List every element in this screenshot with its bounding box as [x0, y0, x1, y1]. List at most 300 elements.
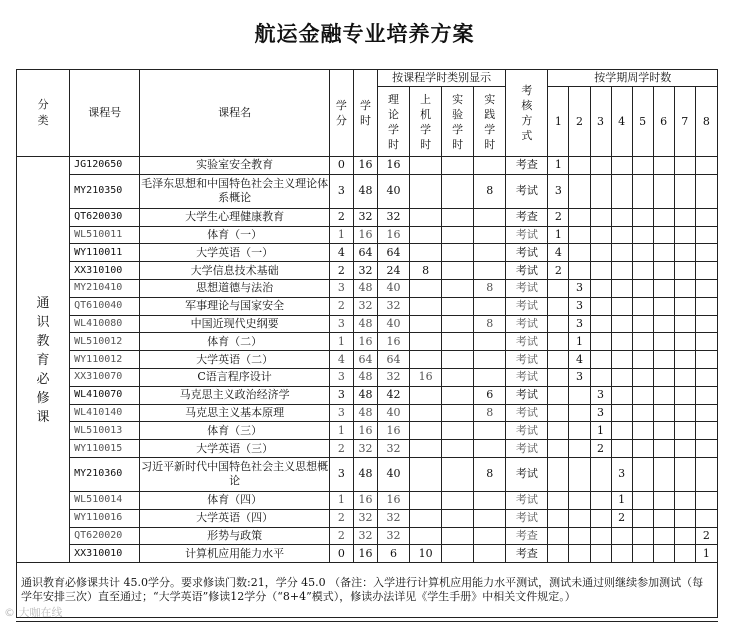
course-sem-3: [590, 174, 611, 208]
course-hours: 48: [353, 386, 377, 404]
course-sem-6: [653, 315, 674, 333]
header-credits: [329, 70, 353, 157]
course-sem-4: [611, 404, 632, 422]
course-code: QT620020: [70, 527, 140, 545]
course-sem-8: [695, 315, 717, 333]
course-sem-4: [611, 333, 632, 351]
header-computer-text: 上机学时: [420, 92, 432, 151]
course-hours: 48: [353, 404, 377, 422]
header-hours-text: 学时: [359, 99, 371, 127]
course-practice-hours: [474, 545, 506, 563]
course-theory-hours: 32: [377, 297, 409, 315]
course-code: XX310070: [70, 368, 140, 386]
course-hours: 48: [353, 457, 377, 491]
course-computer-hours: [410, 297, 442, 315]
course-theory-hours: 40: [377, 279, 409, 297]
course-sem-3: [590, 279, 611, 297]
course-sem-3: 1: [590, 422, 611, 440]
course-assessment: 考试: [506, 315, 548, 333]
course-assessment: 考试: [506, 491, 548, 509]
course-name: 毛泽东思想和中国特色社会主义理论体系概论: [140, 174, 330, 208]
course-sem-6: [653, 157, 674, 175]
course-sem-4: [611, 527, 632, 545]
course-experiment-hours: [442, 386, 474, 404]
header-category-text: 分类: [37, 98, 49, 127]
header-sem-8: 8: [695, 87, 717, 157]
course-hours: 48: [353, 174, 377, 208]
course-sem-1: 2: [548, 208, 569, 226]
course-sem-7: [674, 262, 695, 280]
course-assessment: 考查: [506, 157, 548, 175]
header-practice-text: 实践学时: [484, 92, 496, 151]
table-row: [17, 262, 718, 280]
course-hours: 32: [353, 208, 377, 226]
page-title: 航运金融专业培养方案: [254, 22, 475, 46]
course-sem-5: [632, 244, 653, 262]
course-sem-2: 3: [569, 297, 590, 315]
header-experiment-text: 实验学时: [452, 92, 464, 151]
table-row: [17, 440, 718, 458]
course-sem-6: [653, 208, 674, 226]
course-name: 大学信息技术基础: [140, 262, 330, 280]
course-hours: 48: [353, 368, 377, 386]
table-row: [17, 226, 718, 244]
course-sem-5: [632, 440, 653, 458]
table-row: [17, 527, 718, 545]
course-sem-5: [632, 157, 653, 175]
course-experiment-hours: [442, 208, 474, 226]
course-sem-2: [569, 244, 590, 262]
header-sem-6: 6: [653, 87, 674, 157]
course-practice-hours: 8: [474, 279, 506, 297]
course-hours: 32: [353, 527, 377, 545]
course-sem-8: [695, 157, 717, 175]
course-computer-hours: [410, 404, 442, 422]
course-credits: 2: [329, 440, 353, 458]
course-computer-hours: [410, 333, 442, 351]
course-sem-5: [632, 315, 653, 333]
course-hours: 64: [353, 244, 377, 262]
header-computer: [410, 87, 442, 157]
course-sem-3: [590, 297, 611, 315]
course-sem-8: [695, 174, 717, 208]
course-sem-4: [611, 208, 632, 226]
course-practice-hours: [474, 491, 506, 509]
course-name: 大学生心理健康教育: [140, 208, 330, 226]
course-assessment: 考试: [506, 333, 548, 351]
course-sem-2: [569, 422, 590, 440]
course-computer-hours: 10: [410, 545, 442, 563]
course-sem-6: [653, 422, 674, 440]
table-row: [17, 368, 718, 386]
course-sem-3: [590, 262, 611, 280]
course-experiment-hours: [442, 315, 474, 333]
course-code: XX310010: [70, 545, 140, 563]
course-sem-2: [569, 404, 590, 422]
course-code: WY110016: [70, 509, 140, 527]
course-computer-hours: [410, 174, 442, 208]
course-sem-2: 3: [569, 315, 590, 333]
course-sem-7: [674, 297, 695, 315]
course-sem-6: [653, 244, 674, 262]
course-sem-3: [590, 244, 611, 262]
course-sem-1: [548, 509, 569, 527]
course-sem-8: [695, 386, 717, 404]
course-sem-8: 1: [695, 545, 717, 563]
course-sem-8: [695, 509, 717, 527]
course-name: 马克思主义基本原理: [140, 404, 330, 422]
course-computer-hours: [410, 422, 442, 440]
course-computer-hours: [410, 386, 442, 404]
table-row: [17, 244, 718, 262]
course-code: WL510013: [70, 422, 140, 440]
course-sem-5: [632, 208, 653, 226]
table-row: [17, 351, 718, 369]
course-sem-6: [653, 368, 674, 386]
course-code: JG120650: [70, 157, 140, 175]
course-practice-hours: [474, 226, 506, 244]
course-practice-hours: [474, 440, 506, 458]
course-credits: 2: [329, 527, 353, 545]
course-theory-hours: 32: [377, 208, 409, 226]
course-experiment-hours: [442, 422, 474, 440]
course-hours: 48: [353, 279, 377, 297]
course-sem-1: [548, 527, 569, 545]
course-sem-3: [590, 457, 611, 491]
course-assessment: 考试: [506, 351, 548, 369]
course-code: WY110011: [70, 244, 140, 262]
course-sem-4: [611, 297, 632, 315]
course-theory-hours: 32: [377, 527, 409, 545]
course-name: 体育（一）: [140, 226, 330, 244]
course-name: 中国近现代史纲要: [140, 315, 330, 333]
course-code: MY210410: [70, 279, 140, 297]
course-sem-3: [590, 208, 611, 226]
course-sem-1: [548, 545, 569, 563]
course-assessment: 考试: [506, 440, 548, 458]
header-code: 课程号: [70, 70, 140, 157]
header-sem-4: 4: [611, 87, 632, 157]
course-theory-hours: 24: [377, 262, 409, 280]
course-sem-1: [548, 315, 569, 333]
course-experiment-hours: [442, 244, 474, 262]
course-sem-7: [674, 440, 695, 458]
course-practice-hours: [474, 208, 506, 226]
course-code: MY210350: [70, 174, 140, 208]
course-sem-2: 4: [569, 351, 590, 369]
course-sem-1: [548, 440, 569, 458]
course-sem-1: [548, 491, 569, 509]
header-assessment-text: 考核方式: [521, 84, 533, 142]
course-sem-7: [674, 208, 695, 226]
course-sem-6: [653, 279, 674, 297]
course-theory-hours: 32: [377, 368, 409, 386]
course-sem-4: [611, 315, 632, 333]
course-theory-hours: 40: [377, 174, 409, 208]
course-sem-7: [674, 386, 695, 404]
course-sem-5: [632, 279, 653, 297]
course-practice-hours: [474, 262, 506, 280]
course-credits: 2: [329, 208, 353, 226]
course-credits: 0: [329, 157, 353, 175]
course-sem-1: [548, 422, 569, 440]
course-credits: 3: [329, 368, 353, 386]
course-code: WY110015: [70, 440, 140, 458]
course-sem-3: [590, 157, 611, 175]
course-sem-7: [674, 422, 695, 440]
course-sem-1: [548, 457, 569, 491]
header-hours: [353, 70, 377, 157]
course-assessment: 考试: [506, 386, 548, 404]
course-experiment-hours: [442, 351, 474, 369]
course-sem-7: [674, 457, 695, 491]
course-sem-2: [569, 440, 590, 458]
course-sem-1: [548, 386, 569, 404]
course-sem-5: [632, 545, 653, 563]
course-sem-6: [653, 404, 674, 422]
course-computer-hours: [410, 509, 442, 527]
course-sem-5: [632, 351, 653, 369]
course-sem-8: [695, 226, 717, 244]
curriculum-table: [16, 69, 718, 618]
course-sem-5: [632, 404, 653, 422]
course-sem-8: [695, 351, 717, 369]
course-assessment: 考查: [506, 545, 548, 563]
course-credits: 3: [329, 404, 353, 422]
course-assessment: 考试: [506, 244, 548, 262]
course-sem-3: [590, 527, 611, 545]
course-practice-hours: 6: [474, 386, 506, 404]
course-name: 实验室安全教育: [140, 157, 330, 175]
header-sem-3: 3: [590, 87, 611, 157]
course-sem-6: [653, 351, 674, 369]
course-sem-4: 2: [611, 509, 632, 527]
course-practice-hours: 8: [474, 457, 506, 491]
course-practice-hours: [474, 368, 506, 386]
course-credits: 2: [329, 297, 353, 315]
course-code: WL410070: [70, 386, 140, 404]
course-code: WL410080: [70, 315, 140, 333]
course-sem-2: [569, 386, 590, 404]
course-sem-6: [653, 491, 674, 509]
header-experiment: [442, 87, 474, 157]
course-sem-8: [695, 368, 717, 386]
header-practice: [474, 87, 506, 157]
course-sem-3: [590, 491, 611, 509]
course-computer-hours: [410, 244, 442, 262]
course-experiment-hours: [442, 226, 474, 244]
course-experiment-hours: [442, 279, 474, 297]
course-sem-4: [611, 545, 632, 563]
table-row: [17, 333, 718, 351]
course-assessment: 考试: [506, 368, 548, 386]
course-assessment: 考试: [506, 297, 548, 315]
course-theory-hours: 16: [377, 333, 409, 351]
course-name: 马克思主义政治经济学: [140, 386, 330, 404]
course-sem-5: [632, 174, 653, 208]
course-sem-1: [548, 297, 569, 315]
course-experiment-hours: [442, 157, 474, 175]
course-sem-2: [569, 262, 590, 280]
course-sem-1: [548, 279, 569, 297]
course-experiment-hours: [442, 440, 474, 458]
course-practice-hours: 8: [474, 404, 506, 422]
course-name: 体育（四）: [140, 491, 330, 509]
course-hours: 16: [353, 545, 377, 563]
course-theory-hours: 40: [377, 457, 409, 491]
course-credits: 1: [329, 333, 353, 351]
course-computer-hours: [410, 457, 442, 491]
course-computer-hours: 8: [410, 262, 442, 280]
course-computer-hours: [410, 315, 442, 333]
course-sem-1: [548, 351, 569, 369]
course-assessment: 考查: [506, 208, 548, 226]
course-theory-hours: 40: [377, 315, 409, 333]
course-sem-7: [674, 368, 695, 386]
course-sem-6: [653, 545, 674, 563]
course-computer-hours: [410, 226, 442, 244]
course-hours: 32: [353, 262, 377, 280]
course-sem-6: [653, 226, 674, 244]
course-sem-5: [632, 297, 653, 315]
course-hours: 32: [353, 297, 377, 315]
course-name: 体育（三）: [140, 422, 330, 440]
course-practice-hours: 8: [474, 315, 506, 333]
course-hours: 16: [353, 422, 377, 440]
course-sem-8: [695, 457, 717, 491]
course-assessment: 考试: [506, 226, 548, 244]
table-row: [17, 509, 718, 527]
course-sem-3: [590, 351, 611, 369]
header-theory-text: 理论学时: [388, 92, 400, 151]
course-sem-7: [674, 404, 695, 422]
header-sem-1: 1: [548, 87, 569, 157]
table-row: [17, 386, 718, 404]
course-sem-1: 2: [548, 262, 569, 280]
course-hours: 16: [353, 333, 377, 351]
course-sem-4: [611, 244, 632, 262]
course-sem-2: [569, 157, 590, 175]
course-experiment-hours: [442, 297, 474, 315]
header-name: 课程名: [140, 70, 330, 157]
course-theory-hours: 64: [377, 351, 409, 369]
course-sem-1: [548, 368, 569, 386]
course-sem-8: [695, 333, 717, 351]
course-sem-6: [653, 457, 674, 491]
course-sem-3: [590, 368, 611, 386]
course-sem-8: 2: [695, 527, 717, 545]
course-hours: 48: [353, 315, 377, 333]
course-theory-hours: 6: [377, 545, 409, 563]
course-sem-1: 3: [548, 174, 569, 208]
course-credits: 4: [329, 244, 353, 262]
course-sem-2: [569, 491, 590, 509]
course-hours: 16: [353, 226, 377, 244]
course-sem-8: [695, 279, 717, 297]
course-sem-7: [674, 491, 695, 509]
course-name: 大学英语（三）: [140, 440, 330, 458]
course-sem-4: [611, 279, 632, 297]
course-sem-7: [674, 351, 695, 369]
course-sem-2: [569, 545, 590, 563]
course-sem-8: [695, 440, 717, 458]
course-sem-2: [569, 457, 590, 491]
course-code: WY110012: [70, 351, 140, 369]
header-sem-5: 5: [632, 87, 653, 157]
course-sem-6: [653, 440, 674, 458]
course-practice-hours: 8: [474, 174, 506, 208]
course-sem-5: [632, 491, 653, 509]
course-credits: 3: [329, 386, 353, 404]
course-sem-7: [674, 315, 695, 333]
course-sem-4: [611, 440, 632, 458]
course-sem-7: [674, 244, 695, 262]
course-practice-hours: [474, 157, 506, 175]
table-row: [17, 545, 718, 563]
course-sem-3: [590, 333, 611, 351]
course-sem-3: 2: [590, 440, 611, 458]
course-code: XX310100: [70, 262, 140, 280]
course-sem-8: [695, 422, 717, 440]
course-experiment-hours: [442, 545, 474, 563]
course-sem-6: [653, 333, 674, 351]
course-sem-7: [674, 545, 695, 563]
course-credits: 1: [329, 422, 353, 440]
course-sem-4: [611, 422, 632, 440]
course-theory-hours: 32: [377, 440, 409, 458]
course-name: 体育（二）: [140, 333, 330, 351]
course-sem-4: [611, 262, 632, 280]
course-sem-2: [569, 226, 590, 244]
course-sem-7: [674, 226, 695, 244]
course-sem-2: 3: [569, 368, 590, 386]
course-sem-5: [632, 457, 653, 491]
header-credits-text: 学分: [335, 99, 347, 127]
course-computer-hours: [410, 527, 442, 545]
header-theory: [377, 87, 409, 157]
course-sem-3: [590, 545, 611, 563]
header-semester-group: 按学期周学时数: [548, 70, 718, 87]
course-computer-hours: [410, 279, 442, 297]
course-sem-3: [590, 315, 611, 333]
course-name: 计算机应用能力水平: [140, 545, 330, 563]
course-name: 大学英语（四）: [140, 509, 330, 527]
course-sem-5: [632, 262, 653, 280]
course-sem-3: 3: [590, 386, 611, 404]
course-sem-4: [611, 157, 632, 175]
course-experiment-hours: [442, 527, 474, 545]
course-assessment: 考试: [506, 422, 548, 440]
course-sem-3: [590, 226, 611, 244]
course-sem-6: [653, 527, 674, 545]
course-sem-4: [611, 174, 632, 208]
course-assessment: 考试: [506, 404, 548, 422]
course-sem-5: [632, 422, 653, 440]
course-name: 大学英语（二）: [140, 351, 330, 369]
course-theory-hours: 16: [377, 491, 409, 509]
course-theory-hours: 40: [377, 404, 409, 422]
table-row: [17, 279, 718, 297]
course-credits: 3: [329, 279, 353, 297]
course-assessment: 考试: [506, 174, 548, 208]
course-credits: 2: [329, 262, 353, 280]
course-experiment-hours: [442, 457, 474, 491]
course-sem-2: [569, 174, 590, 208]
summary-note: 通识教育必修课共计 45.0学分。要求修读门数:21，学分 45.0 （备注：入学进行计算机应用能力水平测试，测试未通过则继续参加测试（每学年安排三次）直至通过；“大学英语”修读12学分（“8+4”模式），修读办法详见《学生手册》中相关文件规定。）: [17, 563, 718, 618]
course-experiment-hours: [442, 491, 474, 509]
course-name: 形势与政策: [140, 527, 330, 545]
course-computer-hours: [410, 351, 442, 369]
